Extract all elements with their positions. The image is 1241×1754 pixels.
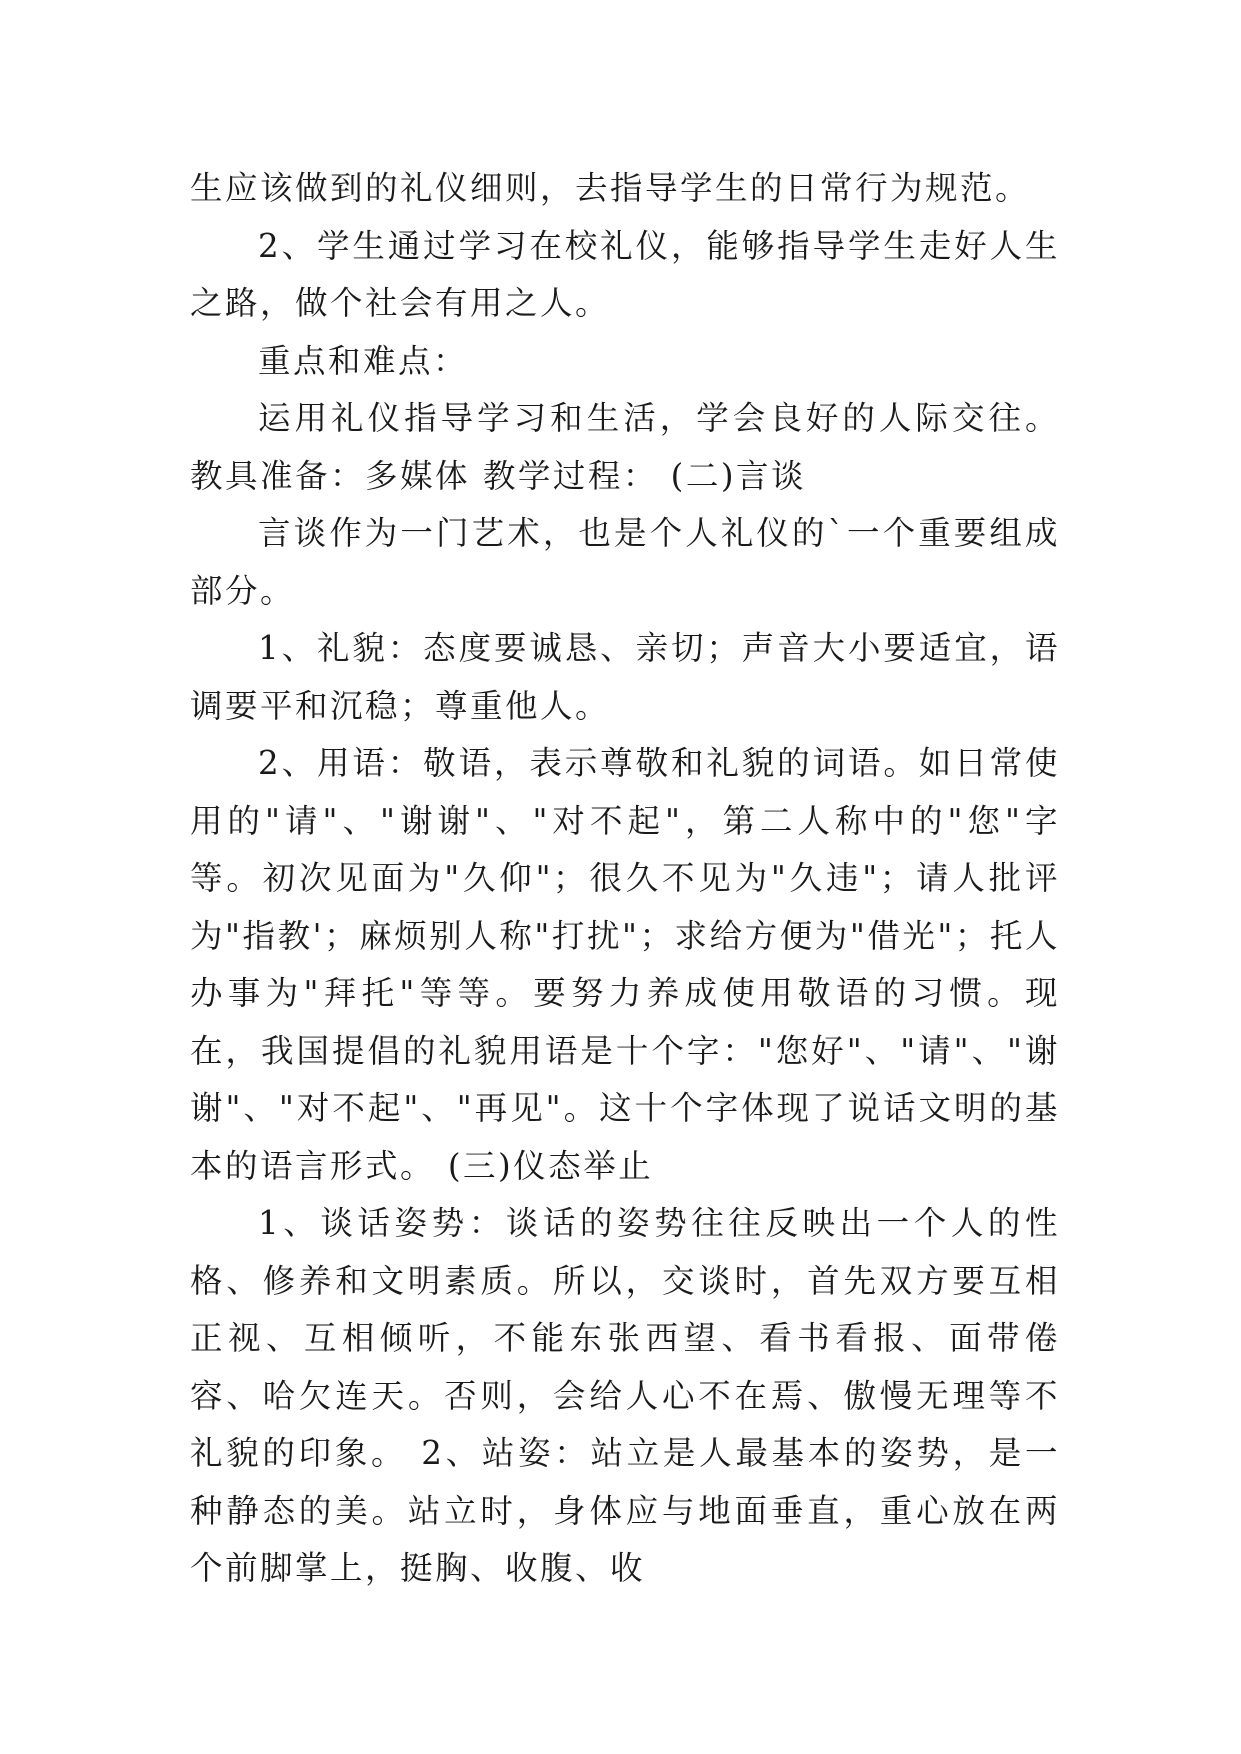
paragraph-continuation: 生应该做到的礼仪细则，去指导学生的日常行为规范。: [190, 169, 1031, 207]
paragraph-honorifics: 2、用语：敬语，表示尊敬和礼貌的词语。如日常使用的"请"、"谢谢"、"对不起"，第二人称中的"您"字等。初次见面为"久仰"；很久不见为"久违"；请人批评为"指教'；麻烦别人称"打扰"；求给方便为"借光"；托人办事为"拜托"等等。要努力养成使用敬语的习惯。现在，我国提倡的礼貌用语是十个字："您好"、"请"、"谢谢"、"对不起"、"再见"。这十个字体现了说话文明的基本的语言形式。 (三)仪态举止: [190, 744, 1060, 1185]
paragraph-politeness: 1、礼貌：态度要诚恳、亲切；声音大小要适宜，语调要平和沉稳；尊重他人。: [190, 629, 1060, 725]
paragraph-posture: 1、谈话姿势：谈话的姿势往往反映出一个人的性格、修养和文明素质。所以，交谈时，首先双方要互相正视、互相倾听，不能东张西望、看书看报、面带倦容、哈欠连天。否则，会给人心不在焉、傲慢无理等不礼貌的印象。 2、站姿：站立是人最基本的姿势，是一种静态的美。站立时，身体应与地面垂直，重心放在两个前脚掌上，挺胸、收腹、收: [190, 1204, 1060, 1587]
paragraph-key-points: 运用礼仪指导学习和生活，学会良好的人际交往。 教具准备：多媒体 教学过程： (二)言谈: [190, 399, 1060, 495]
paragraph-speech-intro: 言谈作为一门艺术，也是个人礼仪的`一个重要组成部分。: [190, 514, 1060, 610]
paragraph-key-points-heading: 重点和难点：: [258, 341, 469, 380]
document-body: [190, 160, 1060, 1598]
paragraph-goal-2: 2、学生通过学习在校礼仪，能够指导学生走好人生之路，做个社会有用之人。: [190, 226, 1060, 322]
